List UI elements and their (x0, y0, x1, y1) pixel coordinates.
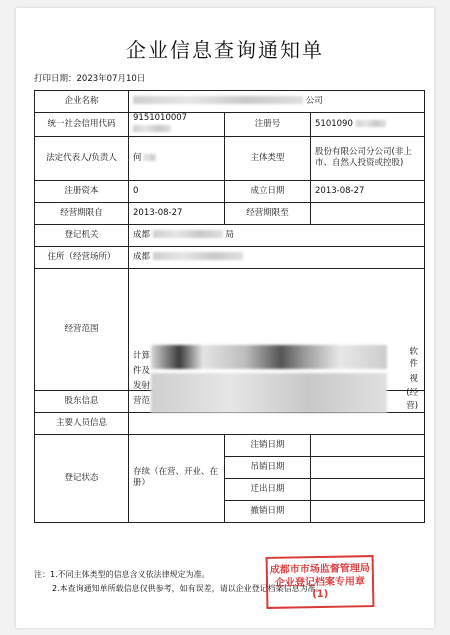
redacted-block (151, 373, 387, 413)
capital-value: 0 (129, 180, 225, 202)
table-row (35, 246, 425, 268)
shareholder-label: 股东信息 (35, 390, 129, 412)
table-row (35, 268, 425, 390)
legal-rep-cell (129, 136, 225, 180)
table-row (35, 136, 425, 180)
credit-code-cell (129, 113, 225, 137)
term-to-value (311, 202, 425, 224)
official-seal (266, 555, 375, 609)
seal-line-2: 企业登记档案专用章(1) (274, 575, 366, 601)
redacted-block (356, 120, 386, 127)
credit-code-value: 9151010007 (133, 113, 188, 123)
established-label: 成立日期 (225, 180, 311, 202)
footnote-2: 2.本查询通知单所载信息仅供参考，如有误差，请以企业登记档案信息为准。 (52, 583, 324, 593)
scope-right-fragment: 件 (409, 359, 419, 370)
redacted-block (153, 230, 223, 238)
scope-line: 发射 (133, 381, 151, 392)
authority-value: 成都 (133, 229, 151, 240)
term-from-value: 2013-08-27 (129, 202, 225, 224)
info-table (34, 90, 425, 523)
established-value: 2013-08-27 (311, 180, 425, 202)
address-cell (129, 246, 425, 268)
entity-type-value: 股份有限公司分公司(非上市、自然人投资或控股) (311, 136, 425, 180)
entity-type-label: 主体类型 (225, 136, 311, 180)
company-name-label: 企业名称 (35, 91, 129, 113)
redacted-block (133, 125, 171, 132)
authority-label: 登记机关 (35, 224, 129, 246)
reg-no-cell (311, 113, 425, 137)
authority-cell (129, 224, 425, 246)
staff-value (129, 412, 425, 434)
status-value: 存续（在营、开业、在册） (129, 434, 225, 522)
table-row (35, 412, 425, 434)
company-name-value (129, 91, 425, 113)
revoke-date-value (311, 456, 425, 478)
redacted-block (153, 252, 243, 260)
credit-code-label: 统一社会信用代码 (35, 113, 129, 137)
reg-no-value: 5101090 (315, 118, 353, 129)
scope-line: 计算 (133, 351, 151, 362)
table-row (35, 224, 425, 246)
legal-rep-label: 法定代表人/负责人 (35, 136, 129, 180)
moveout-date-label: 迁出日期 (225, 478, 311, 500)
print-date: 打印日期：2023年07月10日 (34, 74, 146, 84)
revoke-date-label: 吊销日期 (225, 456, 311, 478)
term-to-label: 经营期限至 (225, 202, 311, 224)
seal-line-1: 成都市市场监督管理局 (269, 563, 370, 576)
cancel-date-label: 注销日期 (225, 434, 311, 456)
redacted-block (144, 154, 156, 161)
legal-rep-value: 何 (133, 152, 142, 163)
moveout-date-value (311, 478, 425, 500)
company-name-suffix: 公司 (305, 95, 323, 106)
revoke-date2-value (311, 500, 425, 522)
scope-right-fragment: 营) (406, 401, 419, 412)
revoke-date2-label: 撤销日期 (225, 500, 311, 522)
document-page (16, 8, 434, 628)
address-label: 住所（经营场所） (35, 246, 129, 268)
scope-line: 营范 (133, 396, 151, 407)
capital-label: 注册资本 (35, 180, 129, 202)
scope-cell (129, 268, 425, 412)
redacted-block (151, 345, 387, 369)
table-row (35, 202, 425, 224)
document-title: 企业信息查询通知单 (126, 38, 324, 62)
scope-right-fragment: 视 (409, 374, 419, 385)
reg-no-label: 注册号 (225, 113, 311, 137)
table-row (35, 113, 425, 137)
authority-tail: 局 (225, 229, 234, 240)
scope-right-fragment: (经 (406, 388, 419, 399)
status-label: 登记状态 (35, 434, 129, 522)
table-row (35, 180, 425, 202)
staff-label: 主要人员信息 (35, 412, 129, 434)
table-row (35, 91, 425, 113)
address-value: 成都 (133, 251, 151, 262)
table-row (35, 434, 425, 456)
footnote-1: 注：1.不同主体类型的信息含义依法律规定为准。 (34, 570, 210, 579)
scope-label: 经营范围 (35, 268, 129, 390)
scope-right-fragment: 软 (409, 347, 419, 358)
term-from-label: 经营期限自 (35, 202, 129, 224)
scope-line: 件及 (133, 366, 151, 377)
redacted-block (133, 96, 303, 104)
cancel-date-value (311, 434, 425, 456)
